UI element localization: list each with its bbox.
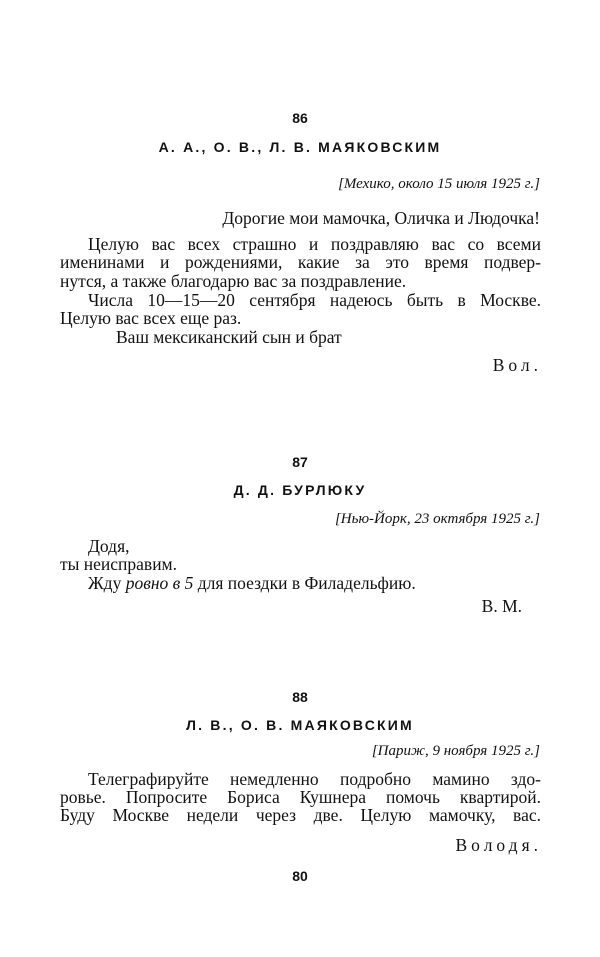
letter-line: Ваш мексиканский сын и брат — [116, 327, 342, 347]
letter-signature: Володя. — [455, 835, 542, 855]
text-span: Жду — [88, 573, 126, 593]
letter-line: ты неисправим. — [60, 554, 178, 574]
letter-line: именинами и рождениями, какие за это время подвер- — [60, 252, 541, 272]
letter-date: [Нью-Йорк, 23 октября 1925 г.] — [334, 511, 540, 527]
letter-line: Додя, — [88, 536, 130, 556]
letter-line: Целую вас всех еще раз. — [60, 308, 242, 328]
letter-addressee: Д. Д. БУРЛЮКУ — [233, 482, 367, 498]
letter-greeting: Дорогие мои мамочка, Оличка и Людочка! — [222, 208, 540, 228]
letter-number: 87 — [292, 454, 308, 470]
letter-line: Буду Москве недели через две. Целую мамочку, вас. — [60, 805, 541, 825]
letter-date: [Париж, 9 ноября 1925 г.] — [371, 743, 540, 759]
letter-number: 86 — [292, 110, 308, 126]
letter-date: [Мехико, около 15 июля 1925 г.] — [338, 176, 540, 192]
letter-line: Числа 10—15—20 сентября надеюсь быть в Москве. — [88, 290, 541, 310]
letter-signature: В. М. — [481, 596, 522, 616]
page-number: 80 — [292, 868, 308, 884]
letter-signature: Вол. — [492, 355, 542, 375]
letter-line: ровье. Попросите Бориса Кушнера помочь квартирой. — [60, 787, 541, 807]
letter-line: Целую вас всех страшно и поздравляю вас со всеми — [88, 234, 541, 254]
italic-text: ровно в 5 — [125, 573, 194, 593]
text-span: для поездки в Филадельфию. — [193, 573, 416, 593]
letter-line: нутся, а также благодарю вас за поздравление. — [60, 271, 407, 291]
letter-number: 88 — [292, 689, 308, 705]
letter-line — [88, 574, 416, 592]
letter-addressee: Л. В., О. В. МАЯКОВСКИМ — [186, 717, 414, 733]
letter-addressee: А. А., О. В., Л. В. МАЯКОВСКИМ — [158, 139, 442, 155]
letter-line: Телеграфируйте немедленно подробно мамино здо- — [88, 769, 541, 789]
